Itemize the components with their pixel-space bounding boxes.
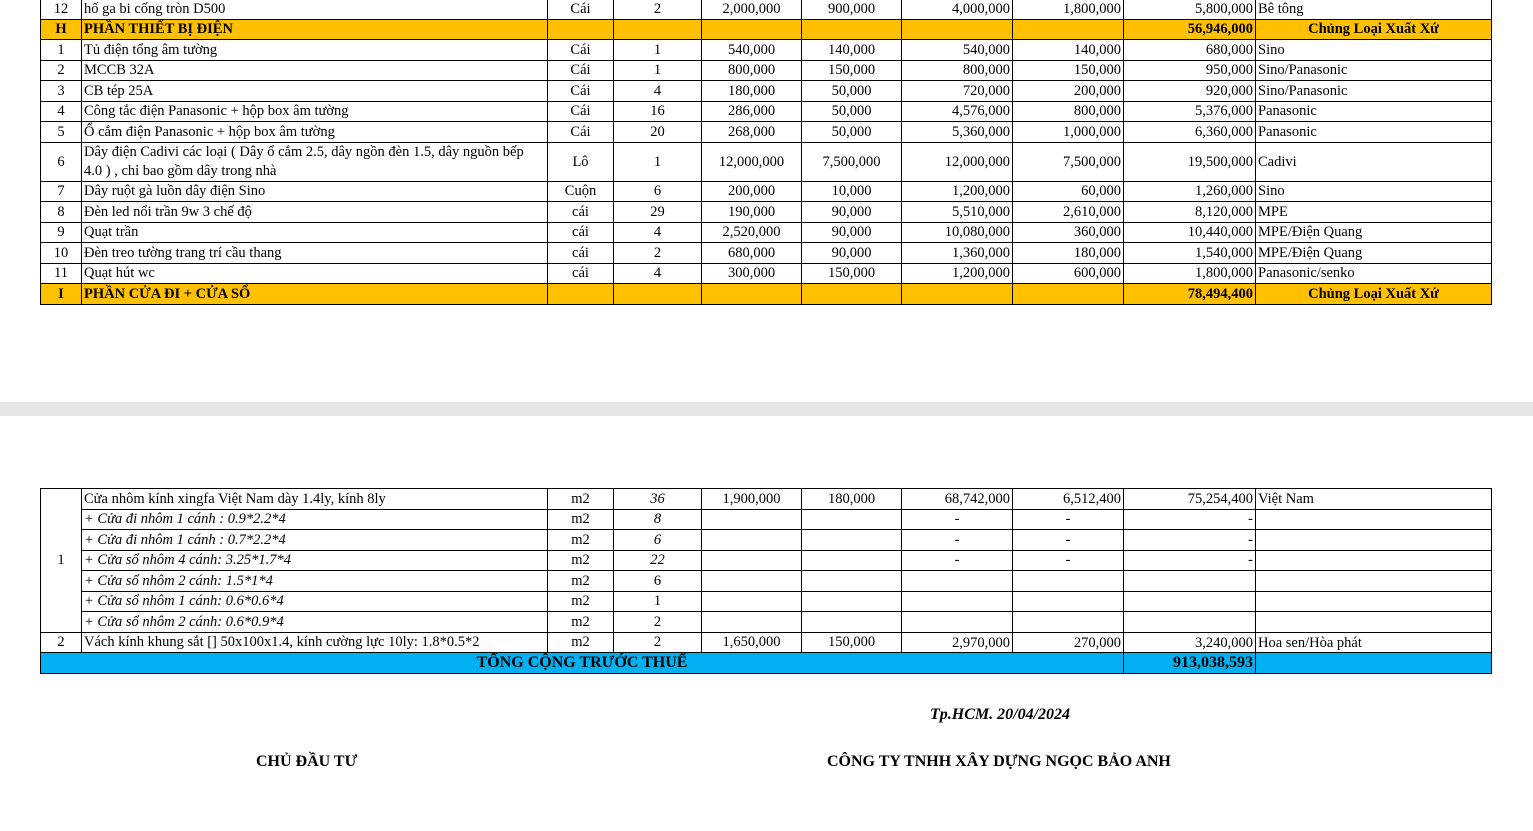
sub-item-row [41,550,1492,571]
unit-price-labor: 50,000 [802,101,902,122]
empty-cell [548,19,614,40]
amount-total: 1,800,000 [1124,263,1256,284]
row-number: 2 [41,60,82,81]
unit-price-labor: 90,000 [802,243,902,264]
amount-labor: 150,000 [1013,60,1124,81]
unit-price-labor: 50,000 [802,122,902,143]
empty-cell [702,284,802,305]
empty-cell [702,591,802,612]
item-quantity: 36 [614,489,702,510]
sheet-page-gap [0,402,1533,416]
amount-total: 5,800,000 [1124,0,1256,19]
empty-cell [1256,530,1492,551]
amount-material: - [902,530,1013,551]
unit-price-material: 180,000 [702,81,802,102]
unit-price-labor: 150,000 [802,263,902,284]
amount-material: - [902,509,1013,530]
row-number: 9 [41,222,82,243]
amount-labor: 270,000 [1013,632,1124,653]
sub-item-row [41,509,1492,530]
item-origin: MPE/Điện Quang [1256,243,1492,264]
amount-material: 12,000,000 [902,142,1013,181]
item-origin: MPE [1256,202,1492,223]
table-row [41,489,1492,510]
amount-total: - [1124,530,1256,551]
empty-cell [1256,550,1492,571]
empty-cell [802,530,902,551]
grand-total-label: TỔNG CỘNG TRƯỚC THUẾ [41,653,1124,674]
sub-item-row [41,571,1492,592]
amount-material: 1,200,000 [902,263,1013,284]
unit-price-material: 2,000,000 [702,0,802,19]
amount-material: 10,080,000 [902,222,1013,243]
item-unit: Cái [548,0,614,19]
item-quantity: 1 [614,591,702,612]
empty-cell [1256,653,1492,674]
sub-item-name: + Cửa sổ nhôm 4 cánh: 3.25*1.7*4 [82,550,548,571]
amount-material: 2,970,000 [902,632,1013,653]
amount-material: 5,360,000 [902,122,1013,143]
row-number: 1 [41,40,82,61]
empty-cell [902,19,1013,40]
unit-price-material: 1,900,000 [702,489,802,510]
row-number: 4 [41,101,82,122]
sub-item-row [41,612,1492,633]
empty-cell [802,509,902,530]
amount-labor: 60,000 [1013,181,1124,202]
item-origin: Cadivi [1256,142,1492,181]
table-row [41,263,1492,284]
contractor-signature-label: CÔNG TY TNHH XÂY DỰNG NGỌC BẢO ANH [827,753,1171,770]
investor-signature-label: CHỦ ĐẦU TƯ [256,753,358,770]
sub-item-name: + Cửa đi nhôm 1 cánh : 0.7*2.2*4 [82,530,548,551]
table-row [41,632,1492,653]
amount-material [902,571,1013,592]
place-date: Tp.HCM. 20/04/2024 [930,706,1071,723]
item-name: Đèn led nổi trần 9w 3 chế độ [82,202,548,223]
amount-material: 4,000,000 [902,0,1013,19]
empty-cell [802,19,902,40]
sub-item-name: + Cửa sổ nhôm 2 cánh: 1.5*1*4 [82,571,548,592]
item-unit: m2 [548,591,614,612]
amount-total [1124,571,1256,592]
empty-cell [702,550,802,571]
item-origin: Việt Nam [1256,489,1492,510]
item-unit: cái [548,263,614,284]
item-name: MCCB 32A [82,60,548,81]
amount-total: 3,240,000 [1124,632,1256,653]
amount-labor [1013,571,1124,592]
row-number: 12 [41,0,82,19]
item-name: Ổ cắm điện Panasonic + hộp box âm tường [82,122,548,143]
table-row [41,81,1492,102]
item-origin: MPE/Điện Quang [1256,222,1492,243]
section-code: H [41,19,82,40]
item-name: Tủ điện tổng âm tường [82,40,548,61]
unit-price-labor: 90,000 [802,202,902,223]
unit-price-material: 200,000 [702,181,802,202]
unit-price-labor: 150,000 [802,60,902,81]
unit-price-material: 680,000 [702,243,802,264]
table-row [41,60,1492,81]
grand-total-row [41,653,1492,674]
row-number: 1 [41,489,82,633]
sub-item-row [41,591,1492,612]
section-title: PHẦN THIẾT BỊ ĐIỆN [82,19,548,40]
unit-price-labor: 10,000 [802,181,902,202]
unit-price-material: 286,000 [702,101,802,122]
unit-price-labor: 140,000 [802,40,902,61]
item-unit: cái [548,222,614,243]
unit-price-labor: 150,000 [802,632,902,653]
item-unit: cái [548,243,614,264]
table-row [41,243,1492,264]
amount-total: 10,440,000 [1124,222,1256,243]
item-unit: Cái [548,40,614,61]
item-unit: Cái [548,81,614,102]
section-total: 56,946,000 [1124,19,1256,40]
table-row [41,222,1492,243]
unit-price-labor: 180,000 [802,489,902,510]
item-quantity: 4 [614,81,702,102]
empty-cell [1013,19,1124,40]
item-quantity: 1 [614,60,702,81]
amount-total: 19,500,000 [1124,142,1256,181]
unit-price-material: 1,650,000 [702,632,802,653]
amount-material: 800,000 [902,60,1013,81]
item-name: Quạt hút wc [82,263,548,284]
section-row [41,284,1492,305]
amount-material: 1,360,000 [902,243,1013,264]
item-quantity: 1 [614,40,702,61]
item-quantity: 6 [614,181,702,202]
amount-material: 5,510,000 [902,202,1013,223]
amount-total: 8,120,000 [1124,202,1256,223]
unit-price-material: 2,520,000 [702,222,802,243]
amount-labor: 180,000 [1013,243,1124,264]
empty-cell [902,284,1013,305]
item-origin: Panasonic [1256,122,1492,143]
row-number: 7 [41,181,82,202]
unit-price-labor: 7,500,000 [802,142,902,181]
item-unit: m2 [548,530,614,551]
table-row [41,181,1492,202]
empty-cell [802,591,902,612]
amount-material [902,591,1013,612]
empty-cell [702,19,802,40]
item-name: Cửa nhôm kính xingfa Việt Nam dày 1.4ly, kính 8ly [82,489,548,510]
sub-item-name: + Cửa đi nhôm 1 cánh : 0.9*2.2*4 [82,509,548,530]
amount-labor: 140,000 [1013,40,1124,61]
amount-total: 680,000 [1124,40,1256,61]
item-unit: m2 [548,571,614,592]
amount-total: 920,000 [1124,81,1256,102]
amount-labor [1013,591,1124,612]
empty-cell [1013,284,1124,305]
item-quantity: 6 [614,571,702,592]
empty-cell [1256,591,1492,612]
amount-labor [1013,612,1124,633]
amount-labor: 1,800,000 [1013,0,1124,19]
item-origin: Sino [1256,181,1492,202]
item-quantity: 8 [614,509,702,530]
empty-cell [802,612,902,633]
item-quantity: 22 [614,550,702,571]
amount-material: 68,742,000 [902,489,1013,510]
item-quantity: 2 [614,632,702,653]
unit-price-labor: 50,000 [802,81,902,102]
item-origin: Sino/Panasonic [1256,60,1492,81]
amount-labor: 6,512,400 [1013,489,1124,510]
unit-price-labor: 900,000 [802,0,902,19]
empty-cell [702,509,802,530]
item-unit: m2 [548,489,614,510]
item-name: Đèn treo tường trang trí cầu thang [82,243,548,264]
row-number: 2 [41,632,82,653]
item-unit: Cái [548,122,614,143]
table-row [41,122,1492,143]
item-unit: Cái [548,60,614,81]
sub-item-name: + Cửa sổ nhôm 2 cánh: 0.6*0.9*4 [82,612,548,633]
unit-price-material: 540,000 [702,40,802,61]
item-unit: m2 [548,612,614,633]
item-unit: Lô [548,142,614,181]
sub-item-row [41,530,1492,551]
item-origin: Hoa sen/Hòa phát [1256,632,1492,653]
amount-total: 950,000 [1124,60,1256,81]
item-name: hố ga bi cống tròn D500 [82,0,548,19]
amount-total: 5,376,000 [1124,101,1256,122]
item-quantity: 4 [614,263,702,284]
empty-cell [802,284,902,305]
amount-material: 720,000 [902,81,1013,102]
cost-table-lower [40,488,1492,674]
amount-total: - [1124,550,1256,571]
item-name: Công tắc điện Panasonic + hộp box âm tường [82,101,548,122]
item-unit: Cái [548,101,614,122]
item-quantity: 1 [614,142,702,181]
item-quantity: 4 [614,222,702,243]
amount-labor: 360,000 [1013,222,1124,243]
amount-labor: 800,000 [1013,101,1124,122]
grand-total-value: 913,038,593 [1124,653,1256,674]
item-quantity: 16 [614,101,702,122]
item-unit: m2 [548,632,614,653]
empty-cell [548,284,614,305]
amount-labor: 2,610,000 [1013,202,1124,223]
amount-total: 1,540,000 [1124,243,1256,264]
empty-cell [802,571,902,592]
item-name: CB tép 25A [82,81,548,102]
unit-price-material: 800,000 [702,60,802,81]
empty-cell [702,571,802,592]
item-quantity: 2 [614,612,702,633]
sub-item-name: + Cửa sổ nhôm 1 cánh: 0.6*0.6*4 [82,591,548,612]
amount-labor: 600,000 [1013,263,1124,284]
section-total: 78,494,400 [1124,284,1256,305]
table-row [41,101,1492,122]
amount-total: 1,260,000 [1124,181,1256,202]
empty-cell [702,530,802,551]
item-unit: m2 [548,550,614,571]
empty-cell [802,550,902,571]
row-number: 10 [41,243,82,264]
amount-material: 540,000 [902,40,1013,61]
empty-cell [702,612,802,633]
amount-total: 75,254,400 [1124,489,1256,510]
item-quantity: 6 [614,530,702,551]
amount-material: 1,200,000 [902,181,1013,202]
amount-material: 4,576,000 [902,101,1013,122]
item-name: Dây điện Cadivi các loại ( Dây ổ cắm 2.5, dây ngồn đèn 1.5, dây nguồn bếp 4.0 ) , chỉ bao gồm dây trong nhà [82,142,548,181]
amount-total [1124,591,1256,612]
row-number: 5 [41,122,82,143]
amount-labor: 1,000,000 [1013,122,1124,143]
row-number: 3 [41,81,82,102]
empty-cell [1256,571,1492,592]
row-number: 6 [41,142,82,181]
item-name: Quạt trần [82,222,548,243]
table-row [41,0,1492,19]
item-quantity: 20 [614,122,702,143]
empty-cell [1256,509,1492,530]
unit-price-material: 300,000 [702,263,802,284]
section-row [41,19,1492,40]
amount-labor: - [1013,509,1124,530]
amount-labor: - [1013,530,1124,551]
amount-labor: 200,000 [1013,81,1124,102]
item-origin: Bê tông [1256,0,1492,19]
item-unit: cái [548,202,614,223]
row-number: 11 [41,263,82,284]
item-origin: Panasonic/senko [1256,263,1492,284]
section-origin-header: Chủng Loại Xuất Xứ [1256,284,1492,305]
empty-cell [614,19,702,40]
item-origin: Sino/Panasonic [1256,81,1492,102]
empty-cell [614,284,702,305]
amount-material [902,612,1013,633]
item-quantity: 2 [614,0,702,19]
item-unit: m2 [548,509,614,530]
unit-price-material: 12,000,000 [702,142,802,181]
amount-labor: - [1013,550,1124,571]
empty-cell [1256,612,1492,633]
item-unit: Cuộn [548,181,614,202]
amount-total: - [1124,509,1256,530]
amount-total: 6,360,000 [1124,122,1256,143]
amount-material: - [902,550,1013,571]
item-name: Dây ruột gà luồn dây điện Sino [82,181,548,202]
table-row [41,202,1492,223]
section-origin-header: Chủng Loại Xuất Xứ [1256,19,1492,40]
table-row [41,40,1492,61]
unit-price-material: 268,000 [702,122,802,143]
amount-labor: 7,500,000 [1013,142,1124,181]
section-code: I [41,284,82,305]
item-name: Vách kính khung sắt [] 50x100x1.4, kính cường lực 10ly: 1.8*0.5*2 [82,632,548,653]
item-quantity: 2 [614,243,702,264]
section-title: PHẦN CỬA ĐI + CỬA SỔ [82,284,548,305]
item-origin: Panasonic [1256,101,1492,122]
item-quantity: 29 [614,202,702,223]
table-row [41,142,1492,181]
row-number: 8 [41,202,82,223]
amount-total [1124,612,1256,633]
cost-table-upper [40,0,1492,305]
unit-price-material: 190,000 [702,202,802,223]
unit-price-labor: 90,000 [802,222,902,243]
item-origin: Sino [1256,40,1492,61]
